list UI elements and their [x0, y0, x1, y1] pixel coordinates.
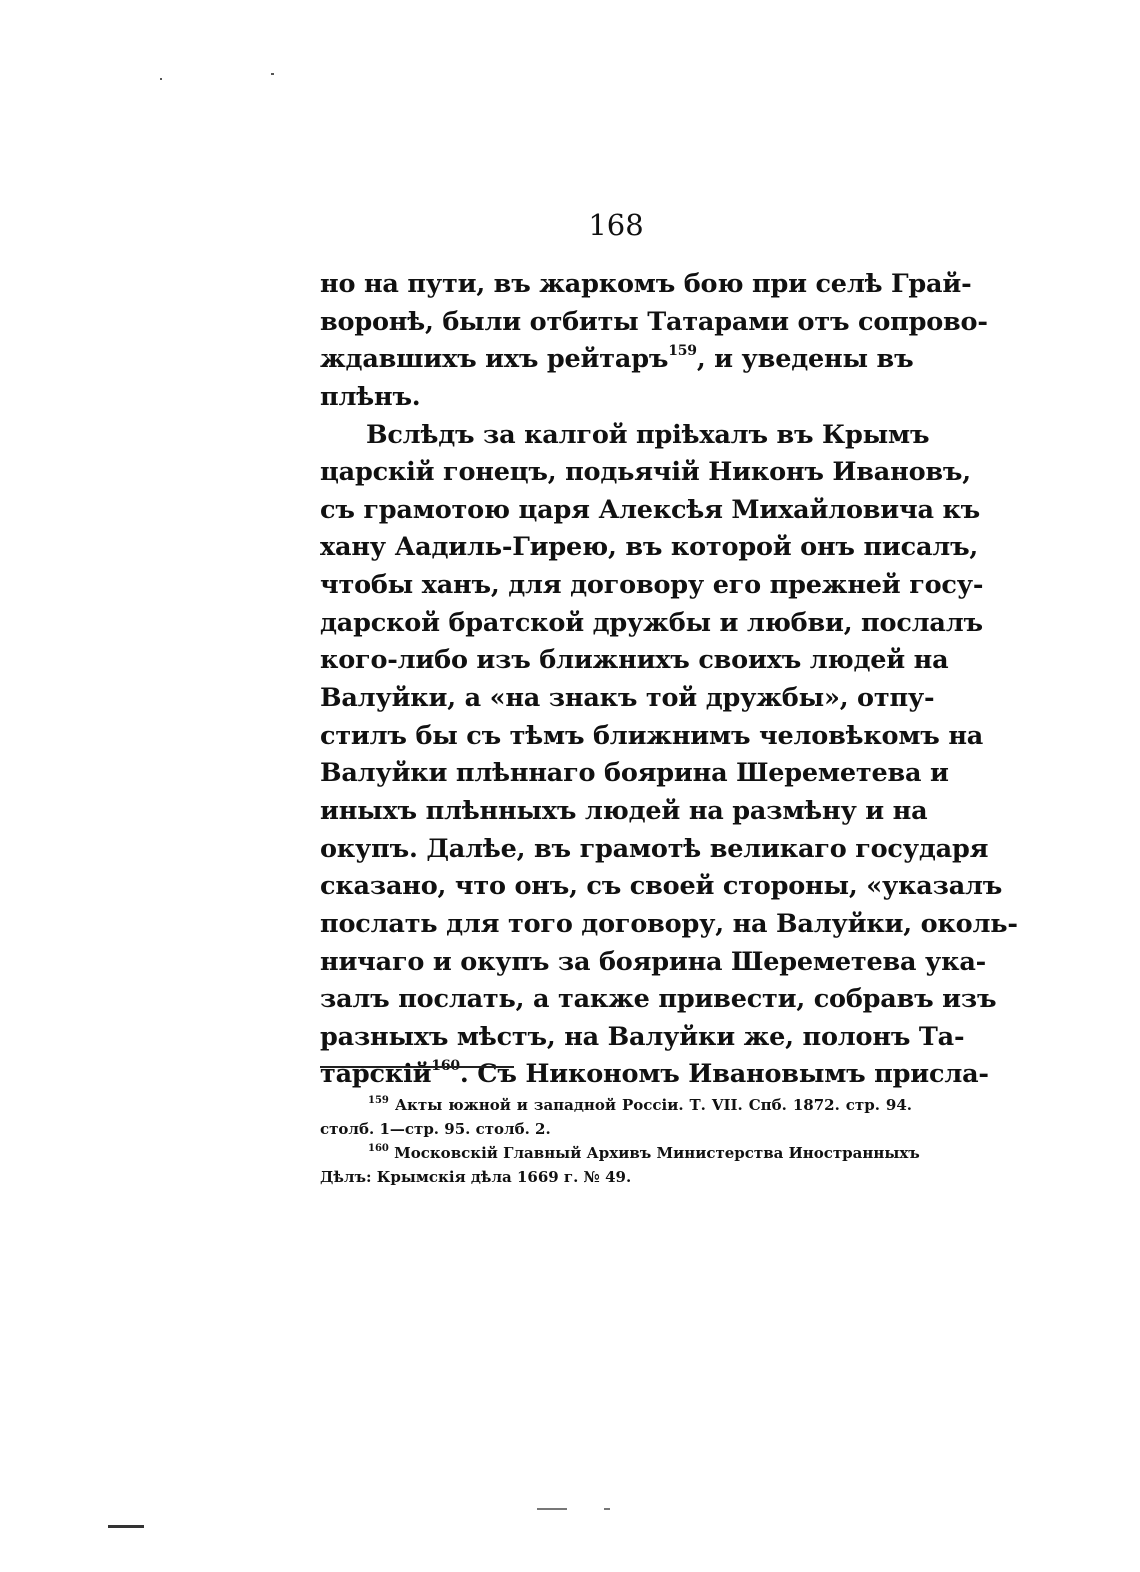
footnote-line [320, 1141, 920, 1165]
body-line: залъ послать, а также привести, собравъ изъ [320, 984, 997, 1015]
body-line: дарской братской дружбы и любви, послалъ [320, 607, 983, 638]
body-line: иныхъ плѣнныхъ людей на размѣну и на [320, 795, 928, 826]
body-line-text: тарскій [320, 1059, 432, 1090]
footnote-text: Московскій Главный Архивъ Министерства Иностранныхъ [394, 1144, 920, 1162]
body-line-text: . Съ Никономъ Ивановымъ присла- [459, 1059, 989, 1090]
body-line: ничаго и окупъ за боярина Шереметева ука- [320, 946, 987, 977]
footnote-reference: 160 [431, 1058, 460, 1075]
footnote-line: Дѣлъ: Крымскія дѣла 1669 г. № 49. [320, 1168, 632, 1186]
footnote-separator [320, 1066, 514, 1068]
footnote-marker: 159 [368, 1095, 389, 1106]
footnote-line [320, 1093, 912, 1117]
body-line: Валуйки, а «на знакъ той дружбы», отпу- [320, 683, 935, 714]
page-number: 168 [588, 208, 644, 242]
scan-speck [271, 73, 274, 75]
body-line-text: , и уведены въ [696, 344, 914, 375]
body-line: Вслѣдъ за калгой пріѣхалъ въ Крымъ [366, 419, 930, 450]
body-line [320, 341, 912, 379]
scan-speck [604, 1508, 610, 1510]
footnotes [320, 1093, 920, 1189]
body-line: плѣнъ. [320, 381, 421, 412]
footnote-reference: 159 [668, 343, 697, 360]
footnote-line: столб. 1—стр. 95. столб. 2. [320, 1120, 551, 1138]
body-line: разныхъ мѣстъ, на Валуйки же, полонъ Та- [320, 1021, 965, 1052]
body-line: хану Аадиль-Гирею, въ которой онъ писалъ, [320, 532, 979, 563]
body-line: Валуйки плѣннаго боярина Шереметева и [320, 758, 949, 789]
body-line: съ грамотою царя Алексѣя Михайловича къ [320, 494, 981, 525]
body-line: послать для того договору, на Валуйки, околь- [320, 908, 1018, 939]
body-line: окупъ. Далѣе, въ грамотѣ великаго государя [320, 833, 989, 864]
body-line: царскій гонецъ, подьячій Никонъ Ивановъ, [320, 457, 971, 488]
body-line: кого-либо изъ ближнихъ своихъ людей на [320, 645, 949, 676]
body-line [320, 1056, 989, 1094]
scan-speck [160, 78, 162, 80]
body-line: сказано, что онъ, съ своей стороны, «указалъ [320, 871, 1003, 902]
scan-speck [537, 1508, 567, 1510]
footnote-text: Акты южной и западной Россіи. Т. VII. Спб. 1872. стр. 94. [394, 1096, 912, 1114]
body-line: воронѣ, были отбиты Татарами отъ сопрово- [320, 306, 988, 337]
body-text [320, 266, 1018, 1094]
body-line: чтобы ханъ, для договору его прежней госу- [320, 570, 984, 601]
body-line-text: ждавшихъ ихъ рейтаръ [320, 344, 669, 375]
body-line: стилъ бы съ тѣмъ ближнимъ человѣкомъ на [320, 720, 984, 751]
body-line: но на пути, въ жаркомъ бою при селѣ Грай- [320, 269, 972, 299]
footnote-marker: 160 [368, 1143, 389, 1154]
scan-speck [108, 1525, 144, 1528]
